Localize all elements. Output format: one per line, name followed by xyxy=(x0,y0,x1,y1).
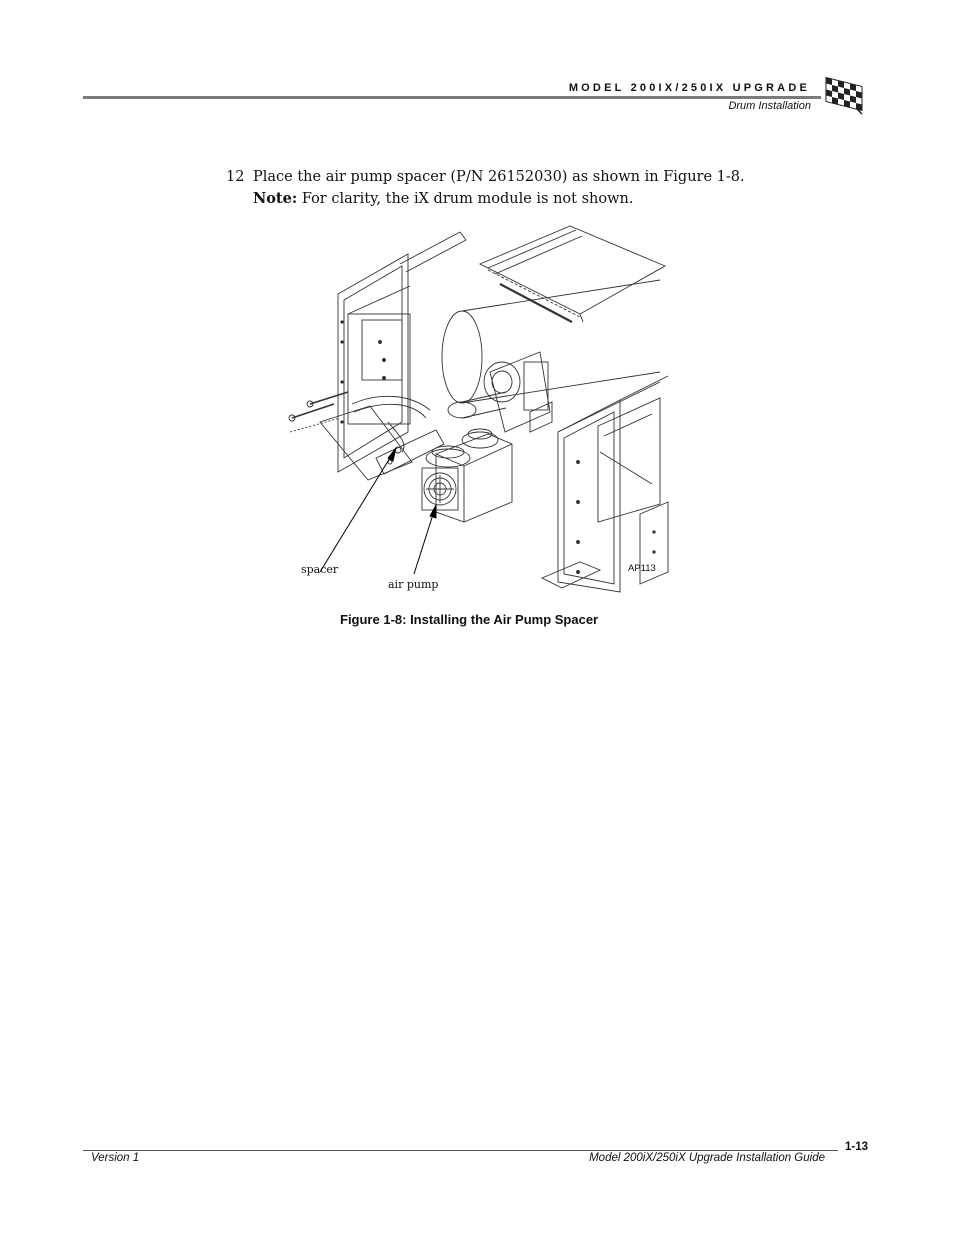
figure-code: AP113 xyxy=(628,563,656,574)
running-header-title: MODEL 200IX/250IX UPGRADE xyxy=(568,82,810,94)
note-label: Note: xyxy=(253,190,298,207)
footer-rule xyxy=(83,1150,838,1151)
step-number: 12 xyxy=(226,169,245,185)
step-text: Place the air pump spacer (P/N 26152030) as shown in Figure 1-8. xyxy=(253,169,745,185)
figure-caption: Figure 1-8: Installing the Air Pump Spacer xyxy=(340,612,599,627)
note xyxy=(253,188,633,210)
page-number: 1-13 xyxy=(845,1141,869,1153)
checkered-flag-icon xyxy=(820,74,866,120)
callout-spacer: spacer xyxy=(301,563,339,576)
note-text: For clarity, the iX drum module is not shown. xyxy=(301,191,634,207)
running-header-section: Drum Installation xyxy=(728,100,811,112)
callout-air-pump: air pump xyxy=(388,578,439,591)
air-pump-spacer-illustration xyxy=(280,222,680,606)
footer-document-title: Model 200iX/250iX Upgrade Installation Guide xyxy=(589,1152,825,1164)
header-rule xyxy=(83,96,821,99)
step-12 xyxy=(226,166,745,188)
footer-version: Version 1 xyxy=(91,1152,140,1164)
